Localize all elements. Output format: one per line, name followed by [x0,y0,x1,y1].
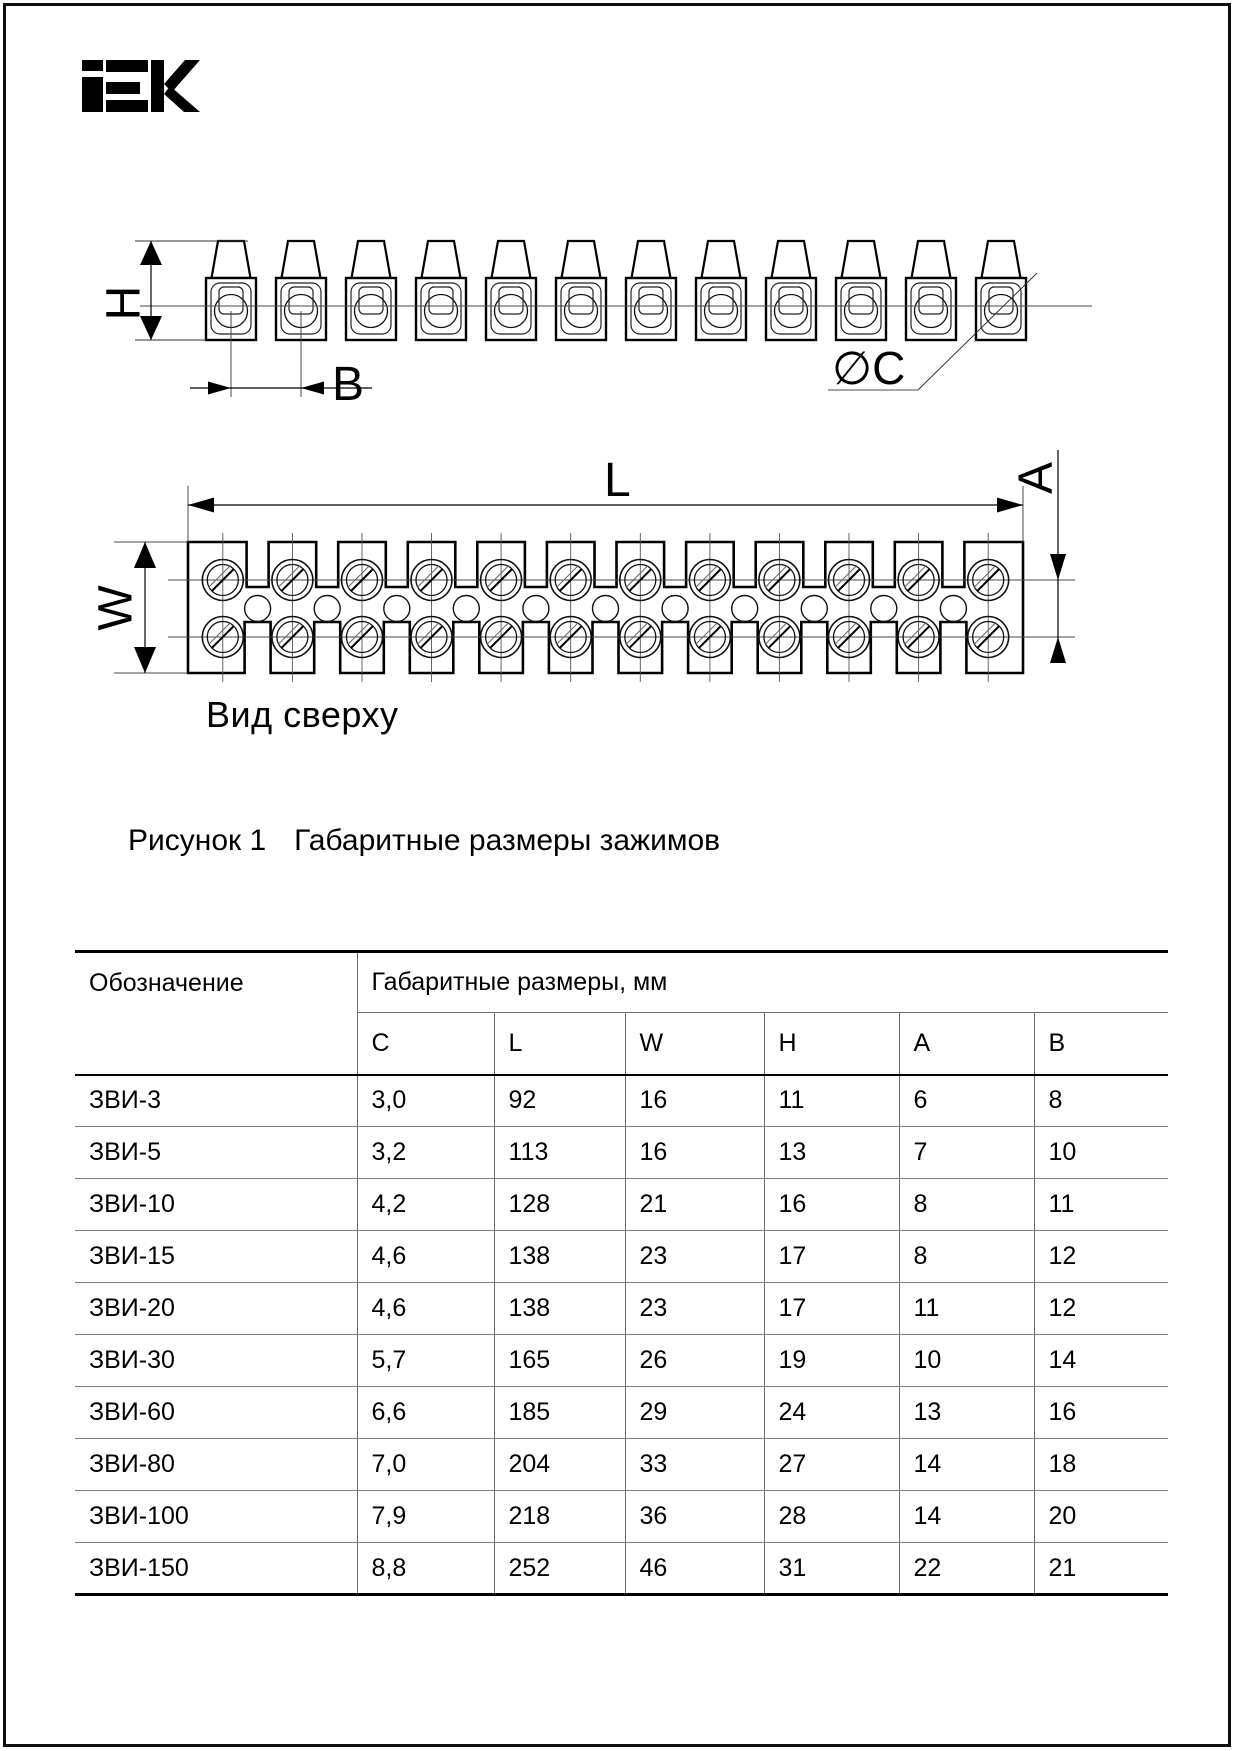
dim-h-label: H [97,285,151,321]
cell-l: 165 [494,1335,625,1387]
cell-designation: ЗВИ-10 [75,1179,357,1231]
cell-c: 4,6 [357,1231,494,1283]
cell-c: 3,2 [357,1127,494,1179]
table-header-b: B [1034,1013,1168,1075]
cell-w: 21 [625,1179,764,1231]
cell-h: 19 [764,1335,899,1387]
cell-c: 8,8 [357,1543,494,1595]
cell-l: 252 [494,1543,625,1595]
cell-c: 3,0 [357,1075,494,1127]
cell-b: 8 [1034,1075,1168,1127]
cell-a: 10 [899,1335,1034,1387]
cell-b: 11 [1034,1179,1168,1231]
terminal-segment [416,241,466,340]
side-view-drawing [80,185,1150,420]
cell-l: 138 [494,1283,625,1335]
cell-h: 31 [764,1543,899,1595]
table-row [75,1387,1168,1439]
table-header-h: H [764,1013,899,1075]
cell-l: 113 [494,1127,625,1179]
cell-b: 10 [1034,1127,1168,1179]
cell-a: 8 [899,1179,1034,1231]
dim-l-label: L [604,454,631,507]
cell-b: 12 [1034,1283,1168,1335]
iek-logo-glyphs [82,60,200,112]
cell-h: 11 [764,1075,899,1127]
cell-h: 17 [764,1231,899,1283]
cell-w: 33 [625,1439,764,1491]
dimensions-table [75,950,1168,1596]
figure-number: Рисунок 1 [128,824,267,857]
cell-designation: ЗВИ-150 [75,1543,357,1595]
cell-c: 7,9 [357,1491,494,1543]
cell-c: 6,6 [357,1387,494,1439]
terminal-segment [626,241,676,340]
cell-a: 7 [899,1127,1034,1179]
cell-w: 16 [625,1075,764,1127]
cell-a: 8 [899,1231,1034,1283]
table-row [75,1179,1168,1231]
cell-h: 24 [764,1387,899,1439]
table-row [75,1283,1168,1335]
table-header-w: W [625,1013,764,1075]
cell-l: 185 [494,1387,625,1439]
top-view-caption: Вид сверху [206,694,399,735]
table-header-l: L [494,1013,625,1075]
terminal-segment [696,241,746,340]
dim-a-label: A [1009,461,1063,495]
cell-c: 4,2 [357,1179,494,1231]
cell-l: 138 [494,1231,625,1283]
cell-designation: ЗВИ-30 [75,1335,357,1387]
cell-w: 46 [625,1543,764,1595]
cell-l: 128 [494,1179,625,1231]
terminal-segment [556,241,606,340]
cell-w: 23 [625,1283,764,1335]
table-header-a: A [899,1013,1034,1075]
cell-b: 14 [1034,1335,1168,1387]
table-row [75,1127,1168,1179]
cell-w: 26 [625,1335,764,1387]
table-row [75,1491,1168,1543]
cell-designation: ЗВИ-100 [75,1491,357,1543]
top-view-drawing [80,430,1150,700]
cell-designation: ЗВИ-60 [75,1387,357,1439]
cell-h: 13 [764,1127,899,1179]
cell-b: 21 [1048,1553,1077,1582]
cell-a: 13 [899,1387,1034,1439]
terminal-segment [836,241,886,340]
cell-a: 14 [899,1439,1034,1491]
cell-w: 29 [625,1387,764,1439]
table-header-c: C [357,1013,494,1075]
terminal-segment [906,241,956,340]
table-header-designation: Обозначение [75,952,357,1075]
figure-caption [128,824,720,858]
cell-l: 92 [494,1075,625,1127]
cell-w: 23 [625,1231,764,1283]
cell-designation: ЗВИ-80 [75,1439,357,1491]
cell-a: 22 [899,1543,1034,1595]
terminal-segment [346,241,396,340]
table-row [75,1439,1168,1491]
cell-l: 218 [494,1491,625,1543]
cell-h: 17 [764,1283,899,1335]
iek-logo [81,58,203,114]
cell-b: 18 [1034,1439,1168,1491]
cell-l: 204 [494,1439,625,1491]
terminal-segment [766,241,816,340]
cell-b: 16 [1034,1387,1168,1439]
cell-b: 12 [1034,1231,1168,1283]
cell-h: 27 [764,1439,899,1491]
cell-designation: ЗВИ-20 [75,1283,357,1335]
dimension-l [188,454,1023,542]
cell-b: 20 [1034,1491,1168,1543]
cell-designation: ЗВИ-5 [75,1127,357,1179]
table-row [75,1231,1168,1283]
cell-c: 4,6 [357,1283,494,1335]
cell-a: 6 [899,1075,1034,1127]
table-row [75,1543,1168,1595]
cell-a: 14 [899,1491,1034,1543]
terminal-segment [486,241,536,340]
table-row [75,1075,1168,1127]
dim-w-label: W [89,585,143,631]
cell-designation: ЗВИ-15 [75,1231,357,1283]
dimension-w [90,542,188,673]
cell-c: 5,7 [357,1335,494,1387]
cell-c: 7,0 [357,1439,494,1491]
cell-h: 16 [764,1179,899,1231]
table-header-dimensions-group: Габаритные размеры, мм [357,952,1168,1013]
strip-outline [188,542,1023,673]
dim-c-label: ∅C [832,342,906,394]
cell-a: 11 [899,1283,1034,1335]
cell-designation: ЗВИ-3 [75,1075,357,1127]
figure-title: Габаритные размеры зажимов [294,824,721,857]
cell-h: 28 [764,1491,899,1543]
cell-w: 36 [625,1491,764,1543]
cell-w: 16 [625,1127,764,1179]
table-row [75,1335,1168,1387]
dim-b-label: B [332,358,365,411]
